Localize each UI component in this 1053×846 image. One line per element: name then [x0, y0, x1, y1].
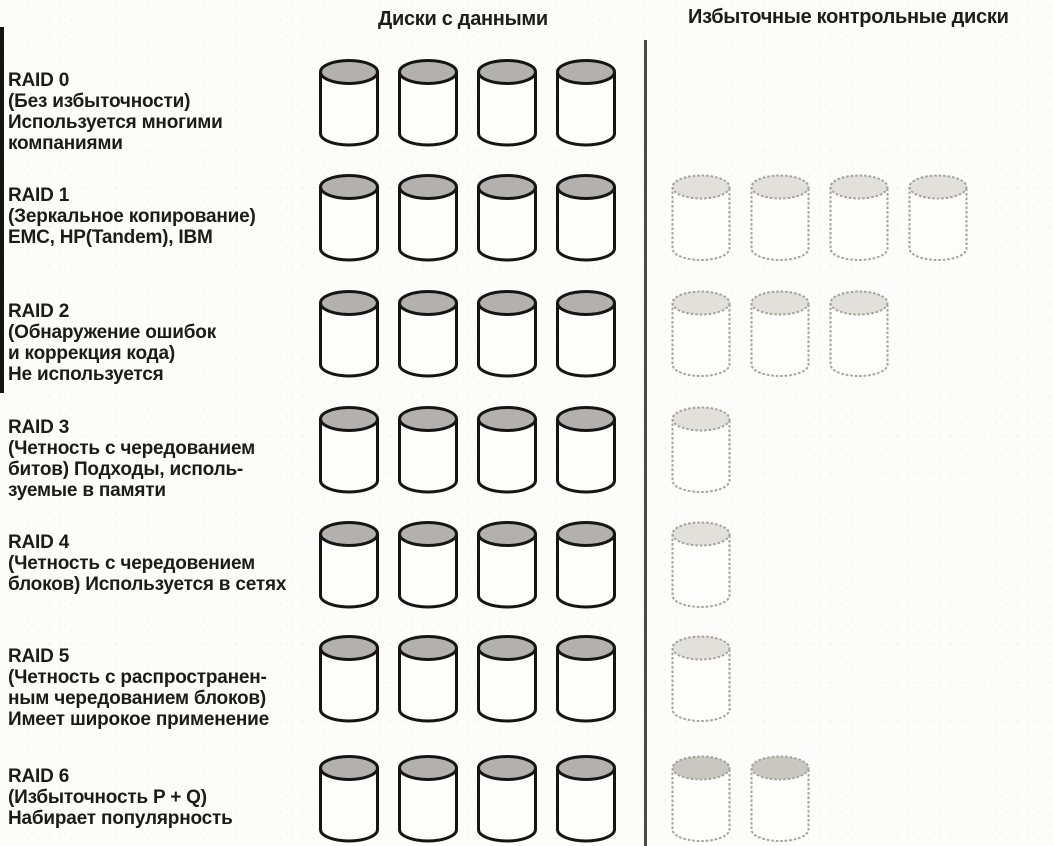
raid-4-data-disk-icon: [476, 520, 538, 610]
raid-6-check-disk-icon: [749, 754, 811, 844]
raid-2-label: [8, 301, 216, 385]
raid-row-raid-6: [0, 754, 1053, 846]
raid-1-label-line: (Зеркальное копирование): [8, 206, 256, 227]
raid-0-data-disk-icon: [476, 58, 538, 148]
raid-1-check-disk-icon: [828, 173, 890, 263]
raid-row-raid-2: [0, 289, 1053, 385]
raid-4-label-line: RAID 4: [8, 532, 70, 553]
raid-row-raid-5: [0, 634, 1053, 730]
raid-2-label-line: RAID 2: [8, 301, 70, 322]
raid-3-data-disk-icon: [555, 405, 617, 495]
data-disks-column-header: Диски с данными: [378, 8, 548, 30]
check-disks-column-header: Избыточные контрольные диски: [688, 6, 1009, 28]
raid-2-data-disk-icon: [318, 289, 380, 379]
raid-4-data-disk-icon: [318, 520, 380, 610]
raid-3-label-line: битов) Подходы, исполь-: [8, 459, 244, 480]
raid-2-check-disk-icon: [749, 289, 811, 379]
raid-0-label-line: компаниями: [8, 133, 123, 154]
raid-1-label-line: EMC, HP(Tandem), IBM: [8, 227, 213, 248]
raid-5-label: [8, 646, 269, 730]
raid-4-data-disk-icon: [555, 520, 617, 610]
raid-3-data-disk-icon: [476, 405, 538, 495]
raid-1-data-disk-icon: [318, 173, 380, 263]
raid-3-label-line: зуемые в памяти: [8, 480, 166, 501]
raid-3-check-disk-icon: [670, 405, 732, 495]
raid-3-label-line: RAID 3: [8, 417, 70, 438]
raid-6-label-line: (Избыточность P + Q): [8, 787, 207, 808]
raid-1-check-disk-icon: [907, 173, 969, 263]
raid-6-label: [8, 766, 233, 829]
raid-4-label-line: (Четность с чередовением: [8, 553, 255, 574]
raid-2-check-disk-icon: [828, 289, 890, 379]
raid-5-data-disk-icon: [476, 634, 538, 724]
raid-5-data-disk-icon: [555, 634, 617, 724]
raid-0-label-line: RAID 0: [8, 70, 70, 91]
raid-2-label-line: Не используется: [8, 364, 164, 385]
raid-0-label-line: Используется многими: [8, 112, 223, 133]
raid-row-raid-3: [0, 405, 1053, 501]
raid-5-label-line: Имеет широкое применение: [8, 709, 269, 730]
raid-5-label-line: RAID 5: [8, 646, 70, 667]
raid-0-data-disk-icon: [318, 58, 380, 148]
raid-3-data-disk-icon: [397, 405, 459, 495]
raid-6-data-disk-icon: [476, 754, 538, 844]
raid-1-check-disk-icon: [749, 173, 811, 263]
raid-3-data-disk-icon: [318, 405, 380, 495]
raid-row-raid-1: [0, 173, 1053, 269]
raid-0-data-disk-icon: [555, 58, 617, 148]
raid-1-label: [8, 185, 256, 248]
raid-1-data-disk-icon: [555, 173, 617, 263]
raid-row-raid-0: [0, 58, 1053, 154]
raid-5-data-disk-icon: [318, 634, 380, 724]
raid-row-raid-4: [0, 520, 1053, 616]
raid-6-data-disk-icon: [318, 754, 380, 844]
raid-2-label-line: и коррекция кода): [8, 343, 176, 364]
raid-0-label: [8, 70, 223, 154]
raid-1-data-disk-icon: [397, 173, 459, 263]
raid-2-label-line: (Обнаружение ошибок: [8, 322, 217, 343]
raid-5-label-line: (Четность с распространен-: [8, 667, 267, 688]
raid-0-label-line: (Без избыточности): [8, 91, 191, 112]
raid-6-check-disk-icon: [670, 754, 732, 844]
raid-4-label: [8, 532, 286, 595]
raid-2-check-disk-icon: [670, 289, 732, 379]
raid-1-data-disk-icon: [476, 173, 538, 263]
raid-4-check-disk-icon: [670, 520, 732, 610]
raid-4-label-line: блоков) Используется в сетях: [8, 574, 287, 595]
raid-0-data-disk-icon: [397, 58, 459, 148]
raid-2-data-disk-icon: [397, 289, 459, 379]
raid-2-data-disk-icon: [555, 289, 617, 379]
raid-6-data-disk-icon: [397, 754, 459, 844]
raid-1-check-disk-icon: [670, 173, 732, 263]
raid-5-label-line: ным чередованием блоков): [8, 688, 267, 709]
raid-2-data-disk-icon: [476, 289, 538, 379]
raid-5-check-disk-icon: [670, 634, 732, 724]
raid-3-label-line: (Четность с чередованием: [8, 438, 255, 459]
raid-3-label: [8, 417, 255, 501]
raid-1-label-line: RAID 1: [8, 185, 70, 206]
raid-6-label-line: Набирает популярность: [8, 808, 233, 829]
raid-6-data-disk-icon: [555, 754, 617, 844]
raid-6-label-line: RAID 6: [8, 766, 70, 787]
raid-5-data-disk-icon: [397, 634, 459, 724]
raid-4-data-disk-icon: [397, 520, 459, 610]
